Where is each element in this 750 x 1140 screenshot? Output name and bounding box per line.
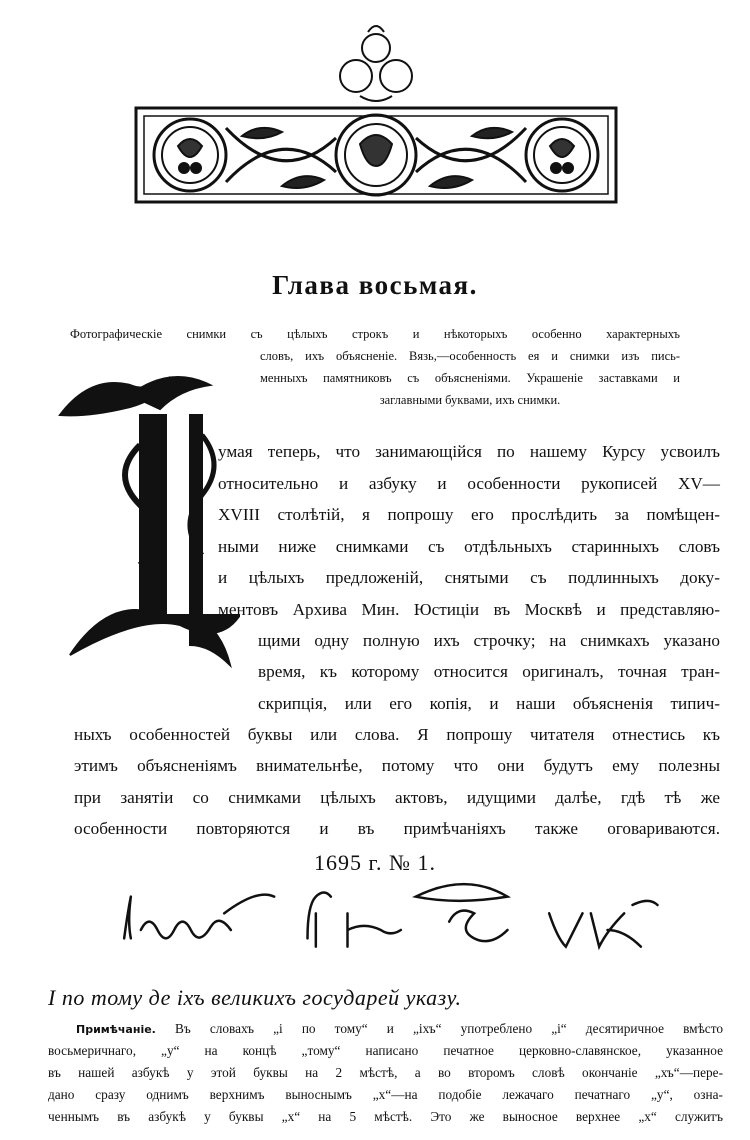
body-line: и цѣлыхъ предложенiй, снятыми съ подлинныхъ доку- xyxy=(218,568,720,587)
body-line: скрипцiя, или его копiя, и наши объясненiя типич- xyxy=(258,694,720,713)
footnote xyxy=(48,1018,723,1128)
body-line: ныхъ особенностей буквы или слова. Я попрошу читателя отнестись къ xyxy=(74,725,720,744)
summary-line: менныхъ памятниковъ съ объясненiями. Украшенiе заставками и xyxy=(260,371,680,385)
footnote-first-line: Въ словахъ „i по тому“ и „iхъ“ употреблено „i“ десятиричное вмѣсто xyxy=(174,1021,723,1036)
summary-line: Фотографическiе снимки съ цѣлыхъ строкъ и нѣкоторыхъ особенно характерныхъ xyxy=(70,327,680,341)
body-line: умая теперь, что занимающiйся по нашему Курсу усвоилъ xyxy=(218,442,720,461)
specimen-heading: 1695 г. № 1. xyxy=(313,850,437,875)
body-line: при занятiи со снимками цѣлыхъ актовъ, идущими далѣе, гдѣ тѣ же xyxy=(74,788,720,807)
footnote-line: восьмеричнаго, „у“ на концѣ „тому“ написано печатное церковно-славянское, указанное xyxy=(48,1043,723,1058)
body-line: относительно и азбуку и особенности рукописей XV— xyxy=(218,474,720,493)
footnote-line: въ нашей азбукѣ у этой буквы на 2 мѣстѣ, а во второмъ словѣ окончанiе „хъ“—пере- xyxy=(48,1065,723,1080)
handwriting-specimen xyxy=(60,880,730,980)
body-line: ными ниже снимками съ отдѣльныхъ старинныхъ словъ xyxy=(218,537,720,556)
decorated-initial-letter xyxy=(40,355,240,675)
body-line: ментовъ Архива Мин. Юстицiи въ Москвѣ и представляю- xyxy=(218,600,720,619)
footnote-line xyxy=(48,1018,723,1040)
body-line: особенности повторяются и въ примѣчанiяхъ также оговариваются. xyxy=(74,819,720,838)
summary-line: заглавными буквами, ихъ снимки. xyxy=(379,393,561,407)
body-line: щими одну полную ихъ строчку; на снимкахъ указано xyxy=(258,631,720,650)
body-line: время, къ которому относится оригиналъ, точная тран- xyxy=(258,662,720,681)
specimen-transcription: I по тому де iхъ великихъ государей указу. xyxy=(48,985,462,1010)
ornamental-headpiece xyxy=(132,18,620,208)
footnote-line: ченнымъ въ азбукѣ у буквы „х“ на 5 мѣстѣ. Это же выносное верхнее „х“ служитъ xyxy=(48,1109,723,1124)
body-line: этимъ объясненiямъ внимательнѣе, потому что они будутъ ему полезны xyxy=(74,756,720,775)
body-line: XVIII столѣтiй, я попрошу его прослѣдить за помѣщен- xyxy=(218,505,720,524)
footnote-line: дано сразу однимъ верхнимъ выноснымъ „х“—на подобiе лежачаго печатнаго „у“, озна- xyxy=(48,1087,723,1102)
footnote-label: Примѣчанiе. xyxy=(76,1023,156,1036)
chapter-title: Глава восьмая. xyxy=(272,270,478,300)
summary-line: словъ, ихъ объясненiе. Вязь,—особенность ея и снимки изъ пись- xyxy=(260,349,680,363)
